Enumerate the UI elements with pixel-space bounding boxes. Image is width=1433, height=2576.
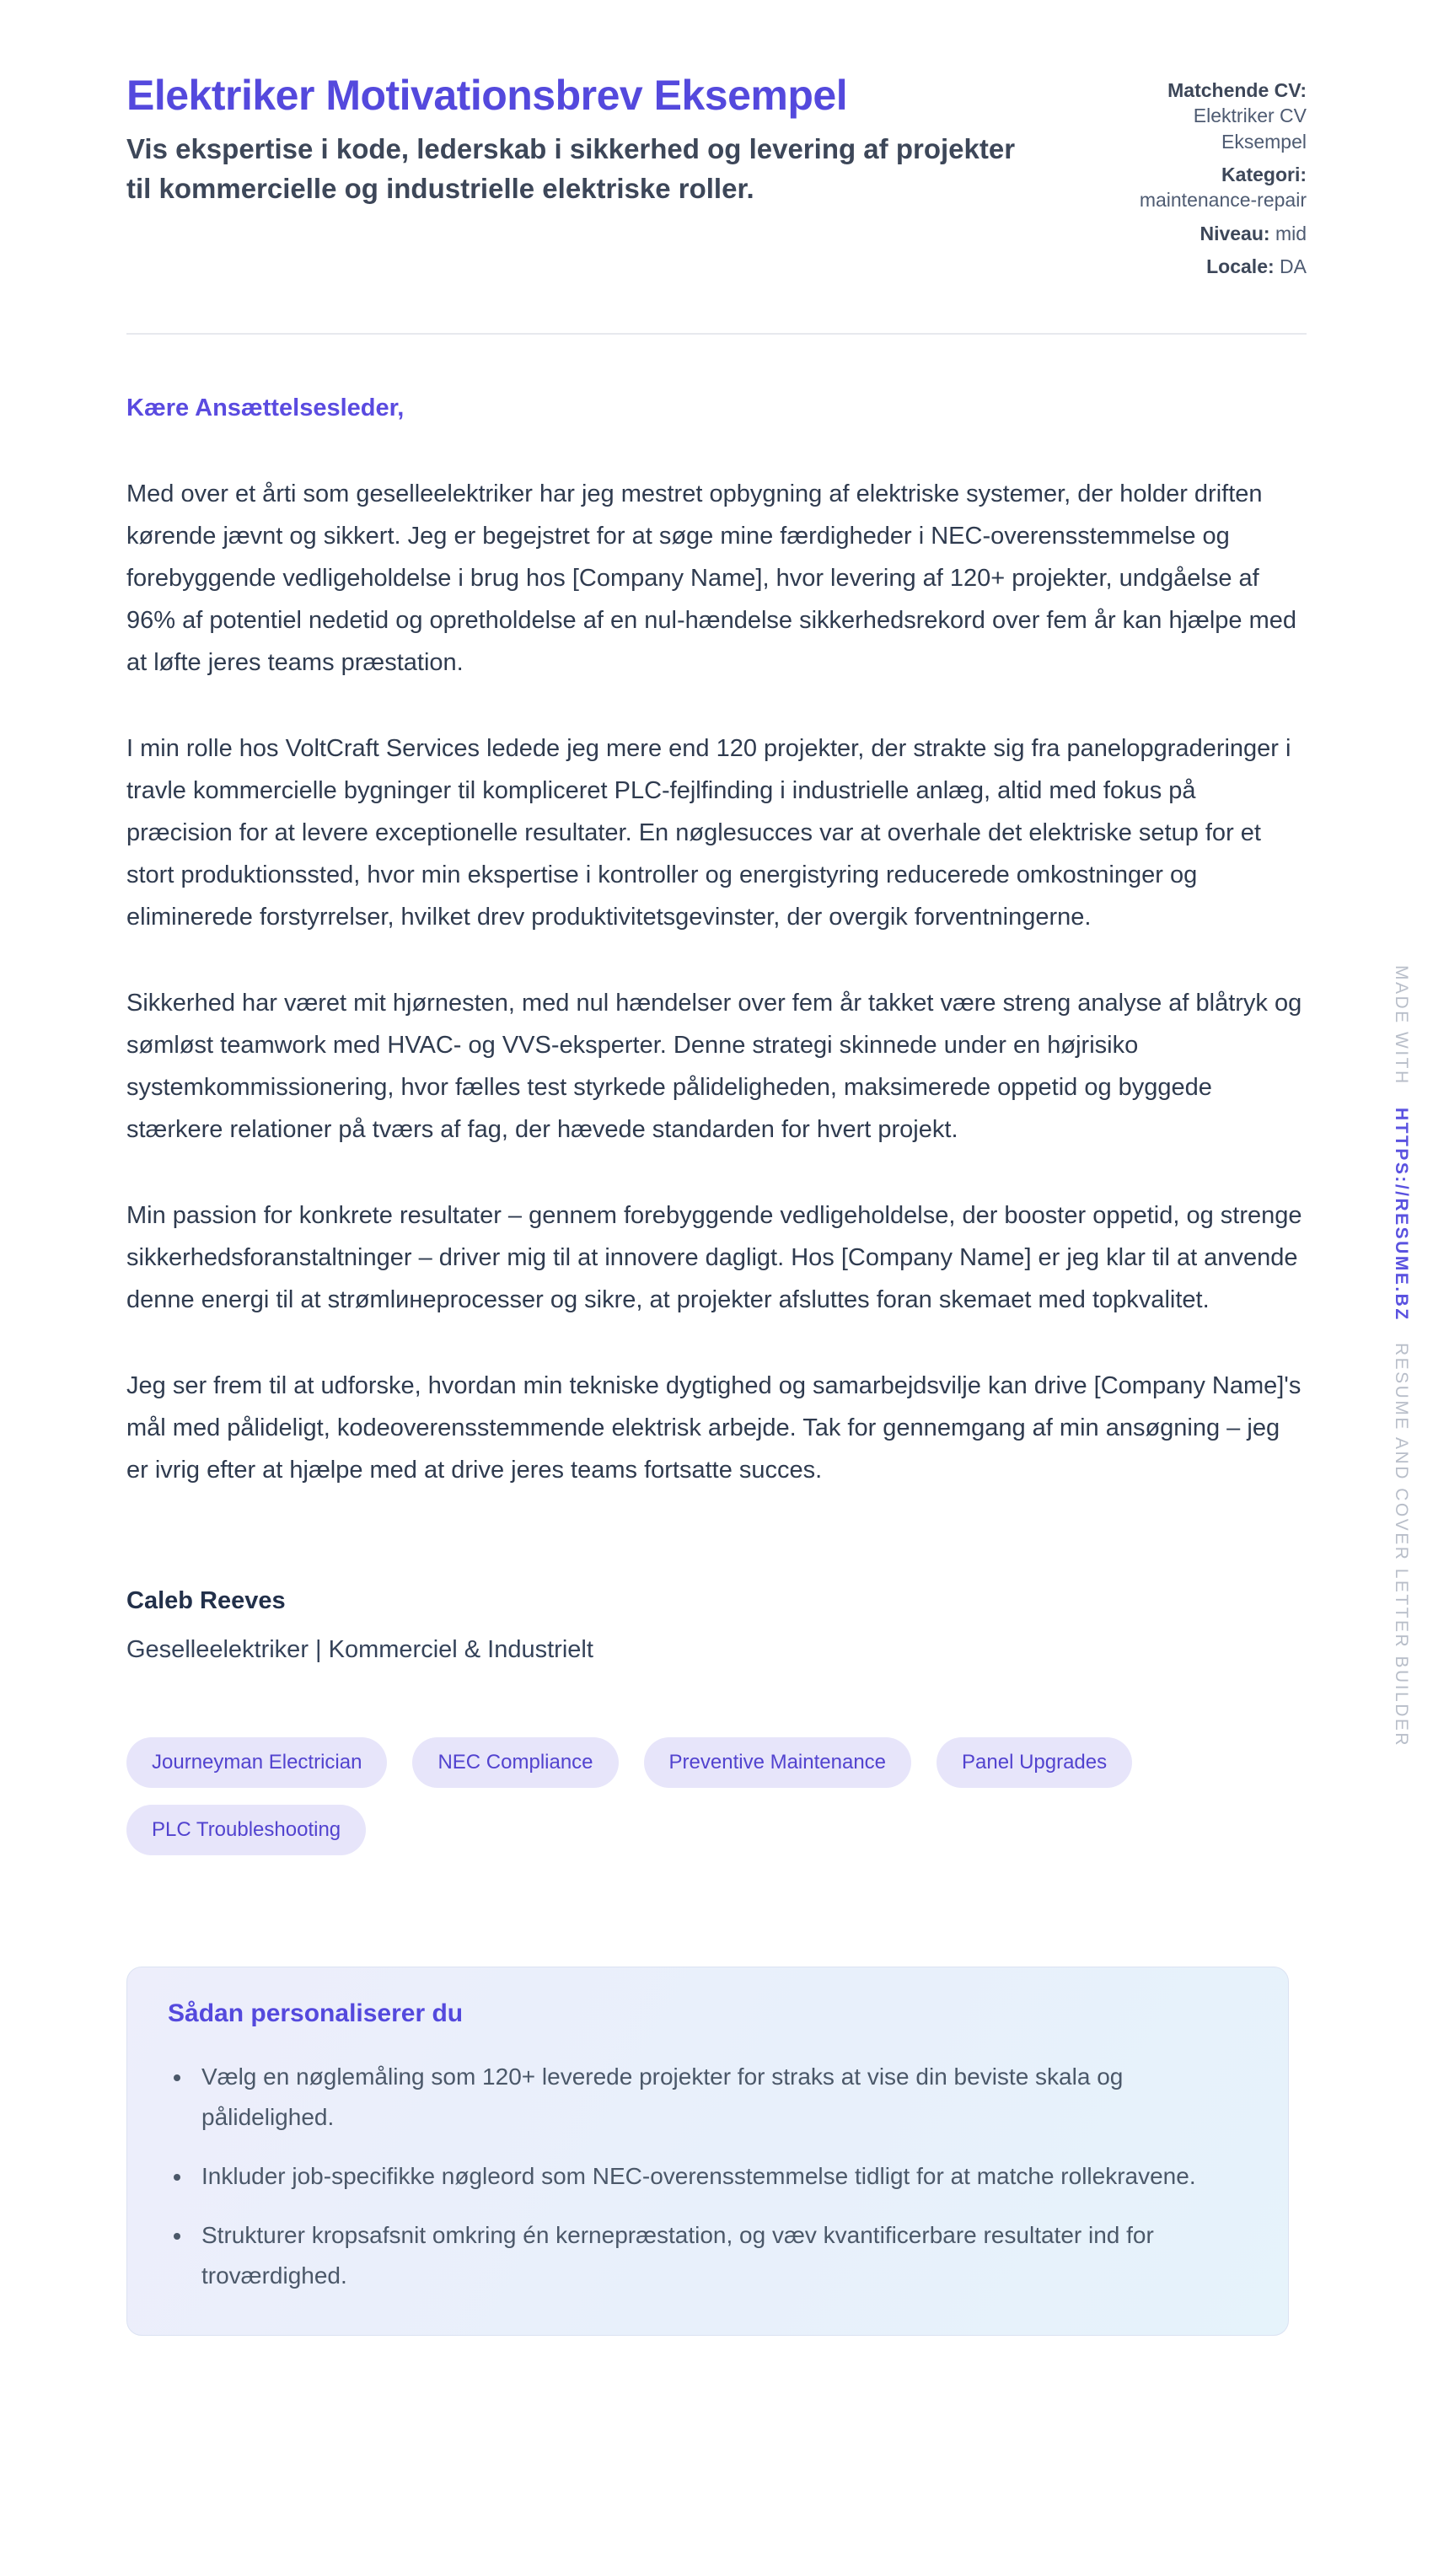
signature-role: Geselleelektriker | Kommerciel & Industrielt bbox=[126, 1635, 593, 1663]
signature-block bbox=[126, 1584, 1307, 1666]
resume-bz-link[interactable]: HTTPS://RESUME.BZ bbox=[1392, 1107, 1411, 1322]
made-with-label: MADE WITH bbox=[1392, 965, 1411, 1086]
signature-name: Caleb Reeves bbox=[126, 1586, 286, 1614]
tip-item-3: • Strukturer kropsafsnit omkring én kernepræstation, og væv kvantificerbare resultater ind for troværdighed. bbox=[193, 2215, 1248, 2296]
cover-letter-body bbox=[126, 387, 1307, 2336]
letter-greeting: Kære Ansættelsesleder, bbox=[126, 394, 405, 421]
meta-item-locale bbox=[1104, 254, 1307, 279]
tag-pill-plc-troubleshooting: PLC Troubleshooting bbox=[126, 1805, 366, 1855]
letter-paragraph-1: Med over et årti som geselleelektriker har jeg mestret opbygning af elektriske systemer, der holder driften kørende jævnt og sikkert. Jeg er begejstret for at søge mine færdigheder i NEC-overensstemmelse og forebyggende vedligeholdelse i brug hos [Company Name], hvor levering af 120+ projekter, undgåelse af 96% af potentiel nedetid og opretholdelse af en nul-hændelse sikkerhedsrekord over fem år kan hjælpe med at løfte jeres teams præstation. bbox=[126, 480, 1297, 676]
page-subtitle: Vis ekspertise i kode, lederskab i sikkerhed og levering af projekter til kommercielle og industrielle elektriske roller. bbox=[126, 133, 1016, 204]
letter-paragraph-2: I min rolle hos VoltCraft Services ledede jeg mere end 120 projekter, der strakte sig fra panelopgraderinger i travle kommercielle bygninger til kompliceret PLC-fejlfinding i industrielle anlæg, altid med fokus på præcision for at levere exceptionelle resultater. En nøglesucces var at overhale det elektriske setup for et stort produktionssted, hvor min ekspertise i kontroller og energistyring reducerede omkostninger og eliminerede forstyrrelser, hvilket drev produktivitetsgevinster, der overgik forventningerne. bbox=[126, 734, 1291, 931]
header-title-block bbox=[126, 71, 1020, 209]
builder-label: RESUME AND COVER LETTER BUILDER bbox=[1392, 1343, 1411, 1748]
meta-label: Matchende CV: bbox=[1167, 79, 1307, 101]
letter-paragraph-5: Jeg ser frem til at udforske, hvordan min tekniske dygtighed og samarbejdsvilje kan drive [Company Name]'s mål med pålideligt, kodeoverensstemmende elektrisk arbejde. Tak for gennemgang af min ansøgning – jeg er ivrig efter at hjælpe med at drive jeres teams fortsatte succes. bbox=[126, 1371, 1302, 1484]
meta-block bbox=[1104, 78, 1307, 287]
tips-list bbox=[168, 2057, 1248, 2296]
meta-value: Elektriker CV Eksempel bbox=[1193, 105, 1307, 153]
meta-label: Niveau: bbox=[1200, 222, 1270, 244]
meta-label: Locale: bbox=[1206, 255, 1275, 278]
meta-item-matching-cv bbox=[1104, 78, 1307, 154]
meta-item-level bbox=[1104, 221, 1307, 246]
page-header bbox=[126, 71, 1307, 287]
letter-paragraph-3: Sikkerhed har været mit hjørnesten, med nul hændelser over fem år takket være streng analyse af blåtryk og sømløst teamwork med HVAC- og VVS-eksperter. Denne strategi skinnede under en højrisiko systemkommissionering, hvor fælles test styrkede pålideligheden, maksimerede oppetid og byggede stærkere relationer på tværs af fag, der hævede standarden for hvert projekt. bbox=[126, 989, 1302, 1143]
personalization-tips-box bbox=[126, 1967, 1289, 2336]
meta-value: mid bbox=[1275, 222, 1307, 244]
tag-pill-journeyman-electrician: Journeyman Electrician bbox=[126, 1737, 387, 1788]
meta-value: DA bbox=[1280, 255, 1307, 278]
keyword-tags bbox=[126, 1737, 1307, 1855]
meta-value: maintenance-repair bbox=[1139, 189, 1307, 212]
letter-paragraph-4: Min passion for konkrete resultater – gennem forebyggende vedligeholdelse, der booster oppetid, og strenge sikkerhedsforanstaltninger – driver mig til at innovere dagligt. Hos [Company Name] er jeg klar til at anvende denne energi til at strømlинeprocesser og sikre, at projekter afsluttes foran skemaet med topkvalitet. bbox=[126, 1201, 1302, 1313]
tip-item-1: • Vælg en nøglemåling som 120+ leverede projekter for straks at vise din beviste skala og pålidelighed. bbox=[193, 2057, 1248, 2138]
tips-title: Sådan personaliserer du bbox=[168, 1999, 464, 2027]
made-with-watermark bbox=[1391, 965, 1411, 1747]
page-title: Elektriker Motivationsbrev Eksempel bbox=[126, 72, 848, 119]
tag-pill-preventive-maintenance: Preventive Maintenance bbox=[644, 1737, 911, 1788]
meta-item-category bbox=[1104, 162, 1307, 213]
header-divider bbox=[126, 333, 1307, 335]
tag-pill-panel-upgrades: Panel Upgrades bbox=[937, 1737, 1132, 1788]
meta-label: Kategori: bbox=[1221, 164, 1307, 186]
tip-item-2: • Inkluder job-specifikke nøgleord som NEC-overensstemmelse tidligt for at matche rollekravene. bbox=[193, 2156, 1248, 2197]
tag-pill-nec-compliance: NEC Compliance bbox=[412, 1737, 618, 1788]
